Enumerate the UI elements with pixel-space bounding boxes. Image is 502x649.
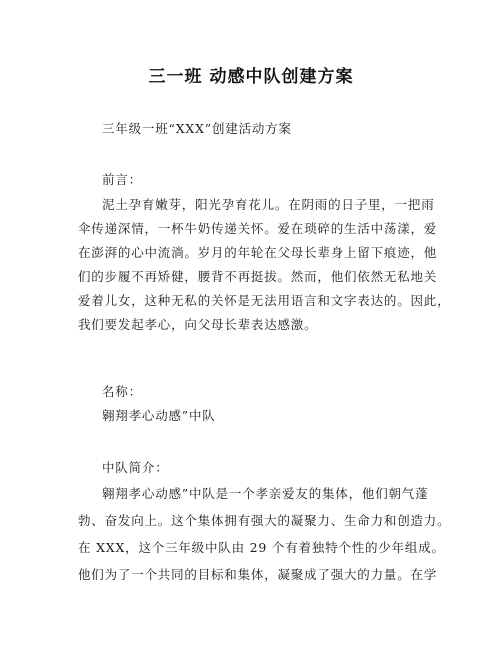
preface-line: 在澎湃的心中流淌。岁月的年轮在父母长辈身上留下痕迹，他 [78,245,438,260]
document-title: 三一班 动感中队创建方案 [148,67,354,87]
name-heading: 名称： [102,384,142,399]
preface-heading: 前言： [102,172,142,187]
intro-line: 翱翔孝心动感”中队是一个孝亲爱友的集体，他们朝气蓬 [102,486,429,501]
name-value: 翱翔孝心动感”中队 [102,408,216,423]
intro-line: 在 XXX，这个三年级中队由 29 个有着独特个性的少年组成。 [78,540,445,555]
preface-line: 爱着儿女，这种无私的关怀是无法用语言和文字表达的。因此， [78,293,451,308]
preface-line: 们的步履不再矫健，腰背不再挺拔。然而，他们依然无私地关 [78,269,438,284]
document-subtitle: 三年级一班“XXX”创建活动方案 [102,121,292,136]
preface-line: 泥土孕育嫩芽，阳光孕育花儿。在阴雨的日子里，一把雨 [102,197,435,212]
preface-line: 伞传递深情，一杯牛奶传递关怀。爱在琐碎的生活中荡漾，爱 [78,221,438,236]
intro-line: 他们为了一个共同的目标和集体，凝聚成了强大的力量。在学 [78,567,438,582]
preface-line: 我们要发起孝心，向父母长辈表达感激。 [78,317,318,332]
intro-heading: 中队简介： [102,460,169,475]
intro-line: 勃、奋发向上。这个集体拥有强大的凝聚力、生命力和创造力。 [78,513,451,528]
